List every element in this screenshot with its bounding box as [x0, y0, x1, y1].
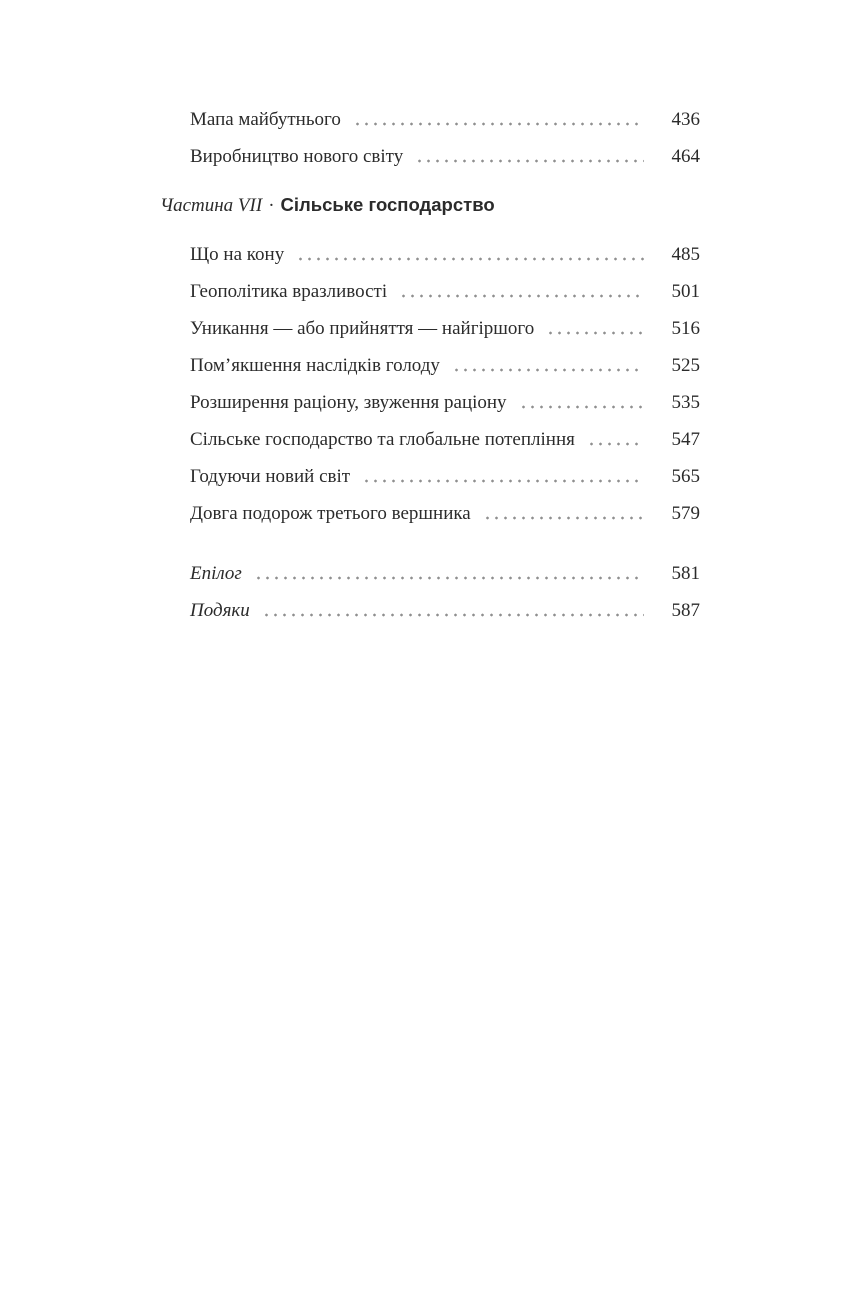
- dot-leader: [452, 368, 644, 372]
- dot-leader: [546, 331, 644, 335]
- toc-entry-title: Що на кону: [190, 244, 285, 265]
- toc-entry: [160, 96, 700, 133]
- toc-entry: [160, 268, 700, 305]
- toc-entry: [160, 231, 700, 268]
- toc-entry: [160, 133, 700, 170]
- section-part-title: Сільське господарство: [280, 194, 495, 215]
- toc-entry-page: 501: [671, 281, 700, 302]
- dot-leader: [415, 159, 644, 163]
- toc-entry-title: Подяки: [190, 600, 250, 621]
- dot-leader: [296, 257, 644, 261]
- toc-entry-title: Геополітика вразливості: [190, 281, 388, 302]
- toc-entry: [160, 305, 700, 342]
- section-heading: [160, 192, 700, 219]
- toc-entry-page: 535: [671, 392, 700, 413]
- toc-entry-title: Годуючи новий світ: [190, 466, 351, 487]
- toc-entry-page: 587: [671, 600, 700, 621]
- section-separator: ·: [268, 195, 275, 216]
- toc-entry-title: Розширення раціону, звуження раціону: [190, 392, 507, 413]
- toc-entry-page: 547: [671, 429, 700, 450]
- toc-entry-page: 436: [671, 109, 700, 130]
- table-of-contents: [160, 96, 700, 624]
- toc-entry-title: Довга подорож третього вершника: [190, 503, 471, 524]
- toc-entry-title: Пом’якшення наслідків голоду: [190, 355, 440, 376]
- toc-entry-page: 485: [671, 244, 700, 265]
- toc-entry-page: 579: [671, 503, 700, 524]
- dot-leader: [483, 516, 644, 520]
- toc-entry-title: Сільське господарство та глобальне потепління: [190, 429, 575, 450]
- toc-entry: [160, 550, 700, 587]
- toc-entry-page: 464: [671, 146, 700, 167]
- toc-entry-page: 525: [671, 355, 700, 376]
- dot-leader: [254, 576, 644, 580]
- toc-entry: [160, 342, 700, 379]
- toc-entry-title: Епілог: [190, 563, 242, 584]
- dot-leader: [519, 405, 644, 409]
- dot-leader: [587, 442, 644, 446]
- toc-entry-title: Мапа майбутнього: [190, 109, 341, 130]
- back-matter-entries: [160, 550, 700, 624]
- dot-leader: [353, 122, 644, 126]
- toc-entry: [160, 379, 700, 416]
- toc-entry: [160, 490, 700, 527]
- section-part-label: Частина VII: [160, 195, 263, 216]
- dot-leader: [399, 294, 644, 298]
- dot-leader: [262, 613, 644, 617]
- toc-entry-title: Уникання — або прийняття — найгіршого: [190, 318, 535, 339]
- toc-entry-title: Виробництво нового світу: [190, 146, 404, 167]
- toc-entry-page: 565: [671, 466, 700, 487]
- toc-entry-page: 581: [671, 563, 700, 584]
- dot-leader: [362, 479, 644, 483]
- toc-entry: [160, 416, 700, 453]
- toc-entry-page: 516: [671, 318, 700, 339]
- toc-entry: [160, 453, 700, 490]
- toc-entry: [160, 587, 700, 624]
